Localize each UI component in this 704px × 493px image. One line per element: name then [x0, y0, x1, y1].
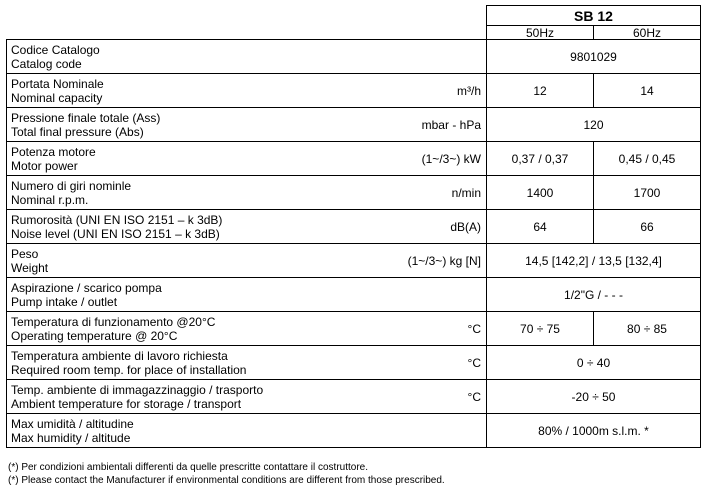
spec-unit [325, 278, 487, 312]
footnote-it: (*) Per condizioni ambientali differenti da quelle prescritte contattare il costruttore. [8, 462, 368, 473]
spec-value-merged: 120 [487, 108, 701, 142]
spec-label [7, 414, 325, 448]
spec-value-60hz: 66 [594, 210, 701, 244]
model-name: SB 12 [487, 6, 701, 26]
header-blank [7, 6, 487, 26]
spec-value-60hz: 80 ÷ 85 [594, 312, 701, 346]
label-italian: Peso [11, 246, 39, 261]
spec-unit [325, 40, 487, 74]
label-italian: Potenza motore [11, 144, 96, 159]
spec-value-50hz: 70 ÷ 75 [487, 312, 594, 346]
spec-value-merged: -20 ÷ 50 [487, 380, 701, 414]
label-english: Nominal r.p.m. [11, 192, 89, 207]
spec-unit: mbar - hPa [325, 108, 487, 142]
spec-table [6, 5, 701, 448]
label-english: Max humidity / altitude [11, 430, 131, 445]
spec-label [7, 74, 325, 108]
header-model-row [7, 6, 701, 26]
label-italian: Temperatura di funzionamento @20°C [11, 314, 216, 329]
spec-value-merged: 14,5 [142,2] / 13,5 [132,4] [487, 244, 701, 278]
label-english: Nominal capacity [11, 90, 103, 105]
spec-label [7, 176, 325, 210]
label-english: Total final pressure (Abs) [11, 124, 144, 139]
label-english: Pump intake / outlet [11, 294, 118, 309]
spec-row [7, 142, 701, 176]
label-english: Required room temp. for place of installation [11, 362, 247, 377]
spec-value-50hz: 1400 [487, 176, 594, 210]
header-blank [7, 26, 487, 40]
spec-row [7, 40, 701, 74]
spec-row [7, 210, 701, 244]
freq-60-header: 60Hz [594, 26, 701, 40]
spec-label [7, 40, 325, 74]
spec-value-60hz: 14 [594, 74, 701, 108]
spec-row [7, 108, 701, 142]
label-italian: Aspirazione / scarico pompa [11, 280, 162, 295]
spec-value-50hz: 12 [487, 74, 594, 108]
label-italian: Max umidità / altitudine [11, 416, 134, 431]
spec-unit: °C [325, 380, 487, 414]
spec-unit: m³/h [325, 74, 487, 108]
freq-50-header: 50Hz [487, 26, 594, 40]
label-english: Weight [11, 260, 49, 275]
label-italian: Temp. ambiente di immagazzinaggio / trasporto [11, 382, 264, 397]
label-english: Catalog code [11, 56, 82, 71]
spec-unit: (1~/3~) kg [N] [325, 244, 487, 278]
spec-label [7, 142, 325, 176]
spec-unit [325, 414, 487, 448]
spec-value-merged: 0 ÷ 40 [487, 346, 701, 380]
spec-label [7, 244, 325, 278]
spec-label [7, 346, 325, 380]
spec-label [7, 380, 325, 414]
label-italian: Pressione finale totale (Ass) [11, 110, 161, 125]
spec-value-merged: 80% / 1000m s.l.m. * [487, 414, 701, 448]
label-italian: Numero di giri nominle [11, 178, 132, 193]
spec-value-merged: 1/2"G / - - - [487, 278, 701, 312]
label-italian: Codice Catalogo [11, 42, 100, 57]
spec-value-60hz: 1700 [594, 176, 701, 210]
spec-value-60hz: 0,45 / 0,45 [594, 142, 701, 176]
spec-row [7, 380, 701, 414]
label-italian: Portata Nominale [11, 76, 104, 91]
label-english: Ambient temperature for storage / transport [11, 396, 242, 411]
spec-row [7, 346, 701, 380]
spec-value-50hz: 64 [487, 210, 594, 244]
spec-value-merged: 9801029 [487, 40, 701, 74]
spec-row [7, 244, 701, 278]
header-frequency-row [7, 26, 701, 40]
spec-body [7, 40, 701, 448]
spec-row [7, 312, 701, 346]
spec-label [7, 108, 325, 142]
spec-row [7, 278, 701, 312]
spec-unit: °C [325, 312, 487, 346]
spec-row [7, 74, 701, 108]
label-english: Noise level (UNI EN ISO 2151 – k 3dB) [11, 226, 220, 241]
spec-unit: (1~/3~) kW [325, 142, 487, 176]
label-italian: Rumorosità (UNI EN ISO 2151 – k 3dB) [11, 212, 223, 227]
spec-label [7, 210, 325, 244]
label-english: Motor power [11, 158, 78, 173]
spec-unit: °C [325, 346, 487, 380]
spec-unit: dB(A) [325, 210, 487, 244]
spec-row [7, 414, 701, 448]
spec-label [7, 312, 325, 346]
label-italian: Temperatura ambiente di lavoro richiesta [11, 348, 228, 363]
footnote-en: (*) Please contact the Manufacturer if environmental conditions are different from those prescribed. [8, 475, 445, 486]
footnotes [8, 461, 445, 487]
spec-row [7, 176, 701, 210]
spec-unit: n/min [325, 176, 487, 210]
spec-value-50hz: 0,37 / 0,37 [487, 142, 594, 176]
spec-label [7, 278, 325, 312]
label-english: Operating temperature @ 20°C [11, 328, 178, 343]
